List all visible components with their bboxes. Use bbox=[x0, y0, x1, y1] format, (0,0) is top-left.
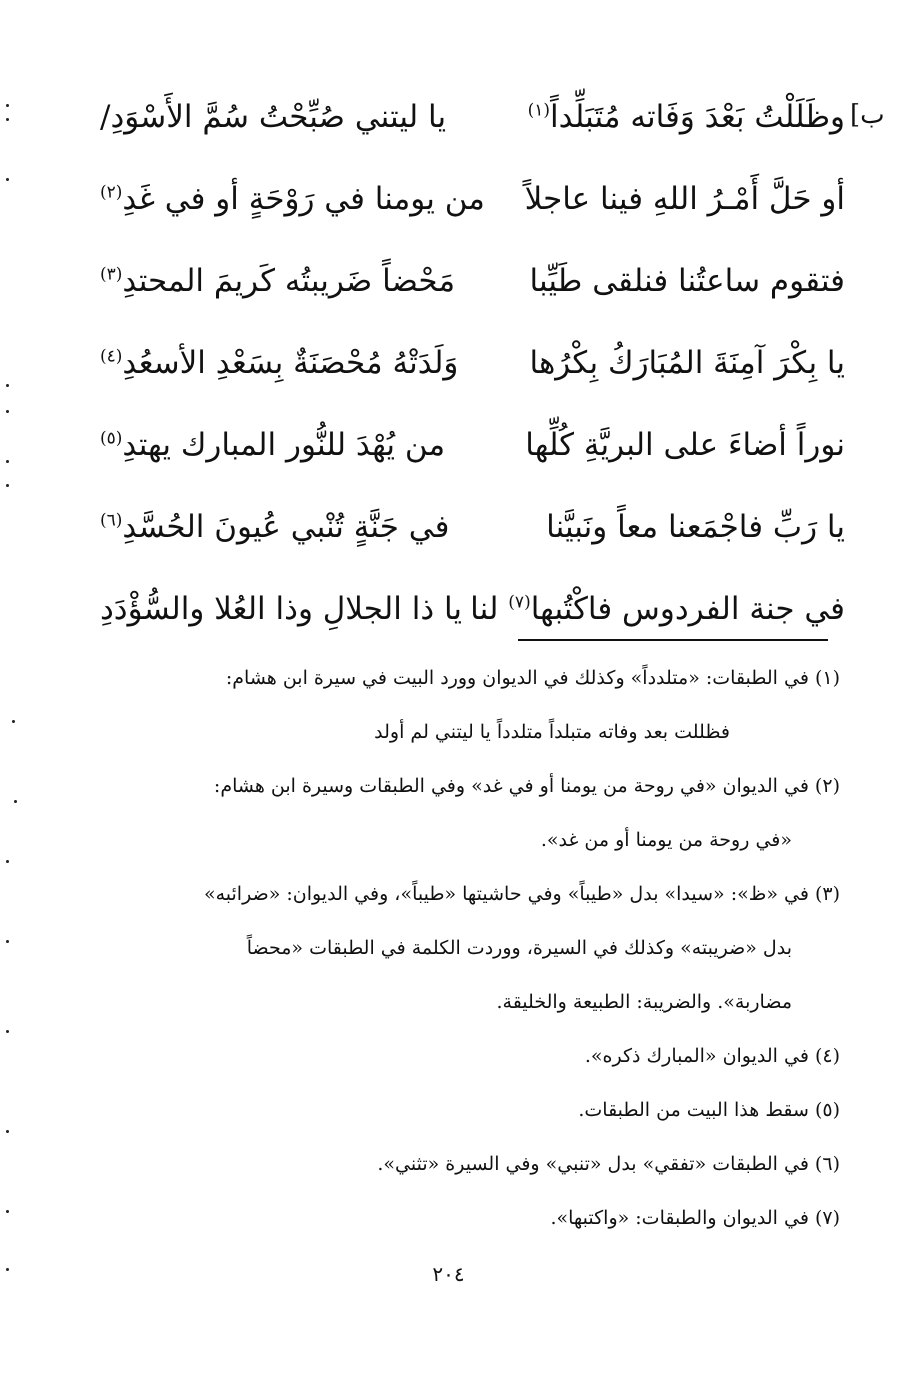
footnote-line: (١) في الطبقات: «متلدداً» وكذلك في الديوان وورد البيت في سيرة ابن هشام: bbox=[225, 667, 840, 689]
scan-speck bbox=[6, 484, 9, 487]
verse-first-hemistich: يا بِكْرَ آمِنَةَ المُبَارَكُ بِكْرُها bbox=[529, 345, 845, 381]
verse-second-hemistich: من يُهْدَ للنُّور المبارك يهتدِ$^{(٥)}$ bbox=[100, 427, 446, 463]
scan-speck bbox=[6, 1030, 9, 1033]
verse-first-hemistich: نوراً أضاءَ على البريَّةِ كُلِّها bbox=[525, 427, 845, 463]
verse-second-hemistich: يا ذا الجلالِ وذا العُلا والسُّؤْدَدِ bbox=[100, 591, 463, 627]
verse-first-hemistich: فتقوم ساعتُنا فنلقى طَيِّبا bbox=[529, 263, 845, 299]
scan-speck bbox=[6, 410, 9, 413]
scan-speck bbox=[12, 720, 15, 723]
footnote-ref: (٧) bbox=[508, 592, 531, 613]
verse-line bbox=[100, 338, 845, 420]
footnote-ref: (٣) bbox=[100, 264, 123, 285]
verse-first-hemistich: في جنة الفردوس فاكْتُبها$^{(٧)}$ لنا bbox=[470, 591, 845, 627]
footnote-ref: (٢) bbox=[100, 182, 123, 203]
footnotes bbox=[100, 658, 840, 1252]
footnote-separator bbox=[518, 639, 828, 641]
verse-first-hemistich: وظَلَلْتُ بَعْدَ وَفَاته مُتَبَلِّداً$^{(١)}$ bbox=[527, 99, 845, 135]
verse-second-hemistich: مَحْضاً ضَريبتُه كَريمَ المحتدِ$^{(٣)}$ bbox=[100, 263, 456, 299]
verse-second-hemistich: في جَنَّةٍ تُنْبي عُيونَ الحُسَّدِ$^{(٦)}$ bbox=[100, 509, 450, 545]
scan-speck bbox=[6, 384, 9, 387]
footnote-ref: (٤) bbox=[100, 346, 123, 367]
footnote-line: (٤) في الديوان «المبارك ذكره». bbox=[584, 1045, 840, 1067]
footnote-line: «في روحة من يومنا أو من غد». bbox=[540, 829, 792, 851]
footnote-line: (٣) في «ظ»: «سيدا» بدل «طيباً» وفي حاشيتها «طيباً»، وفي الديوان: «ضرائبه» bbox=[203, 883, 840, 905]
verse-line bbox=[100, 174, 845, 256]
scan-speck bbox=[6, 1130, 9, 1133]
footnote-line: فظللت بعد وفاته متبلداً متلدداً يا ليتني لم أولد bbox=[374, 721, 730, 743]
verse-first-hemistich: أو حَلَّ أَمْـرُ اللهِ فينا عاجلاً bbox=[524, 181, 845, 217]
scan-speck bbox=[6, 1210, 9, 1213]
scan-speck bbox=[6, 104, 9, 107]
verse-second-hemistich: وَلَدَتْهُ مُحْصَنَةٌ بِسَعْدِ الأسعُدِ$^{(٤)}$ bbox=[100, 345, 459, 381]
page-number: ٢٠٤ bbox=[432, 1262, 465, 1286]
scan-speck bbox=[6, 118, 9, 121]
verse-second-hemistich: من يومنا في رَوْحَةٍ أو في غَدِ$^{(٢)}$ bbox=[100, 181, 485, 217]
verse-first-hemistich: يا رَبِّ فاجْمَعنا معاً ونَبيَّنا bbox=[546, 509, 845, 545]
scan-speck bbox=[14, 800, 17, 803]
scan-speck bbox=[6, 1268, 9, 1271]
footnote-ref: (١) bbox=[527, 100, 551, 121]
scan-speck bbox=[6, 460, 9, 463]
footnote-line: (٢) في الديوان «في روحة من يومنا أو في غد» وفي الطبقات وسيرة ابن هشام: bbox=[213, 775, 840, 797]
footnote-line: بدل «ضريبته» وكذلك في السيرة، ووردت الكلمة في الطبقات «محضاً bbox=[246, 937, 792, 959]
footnote-ref: (٥) bbox=[100, 428, 123, 449]
footnote-line: مضاربة». والضريبة: الطبيعة والخليقة. bbox=[496, 991, 792, 1013]
footnote-line: (٧) في الديوان والطبقات: «واكتبها». bbox=[550, 1207, 840, 1229]
verse-line bbox=[100, 256, 845, 338]
poem bbox=[100, 92, 845, 666]
scan-speck bbox=[6, 860, 9, 863]
verse-line bbox=[100, 420, 845, 502]
verse-line bbox=[100, 584, 845, 666]
verse-line bbox=[100, 92, 845, 174]
footnote-ref: (٦) bbox=[100, 510, 123, 531]
verse-line bbox=[100, 502, 845, 584]
scan-speck bbox=[6, 178, 9, 181]
margin-bracket: [ب bbox=[850, 100, 885, 130]
verse-second-hemistich: يا ليتني صُبِّحْتُ سُمَّ الأَسْوَدِ/ bbox=[100, 99, 447, 135]
scan-speck bbox=[6, 940, 9, 943]
footnote-line: (٦) في الطبقات «تفقي» بدل «تنبي» وفي السيرة «تثني». bbox=[377, 1153, 840, 1175]
footnote-line: (٥) سقط هذا البيت من الطبقات. bbox=[578, 1099, 840, 1121]
